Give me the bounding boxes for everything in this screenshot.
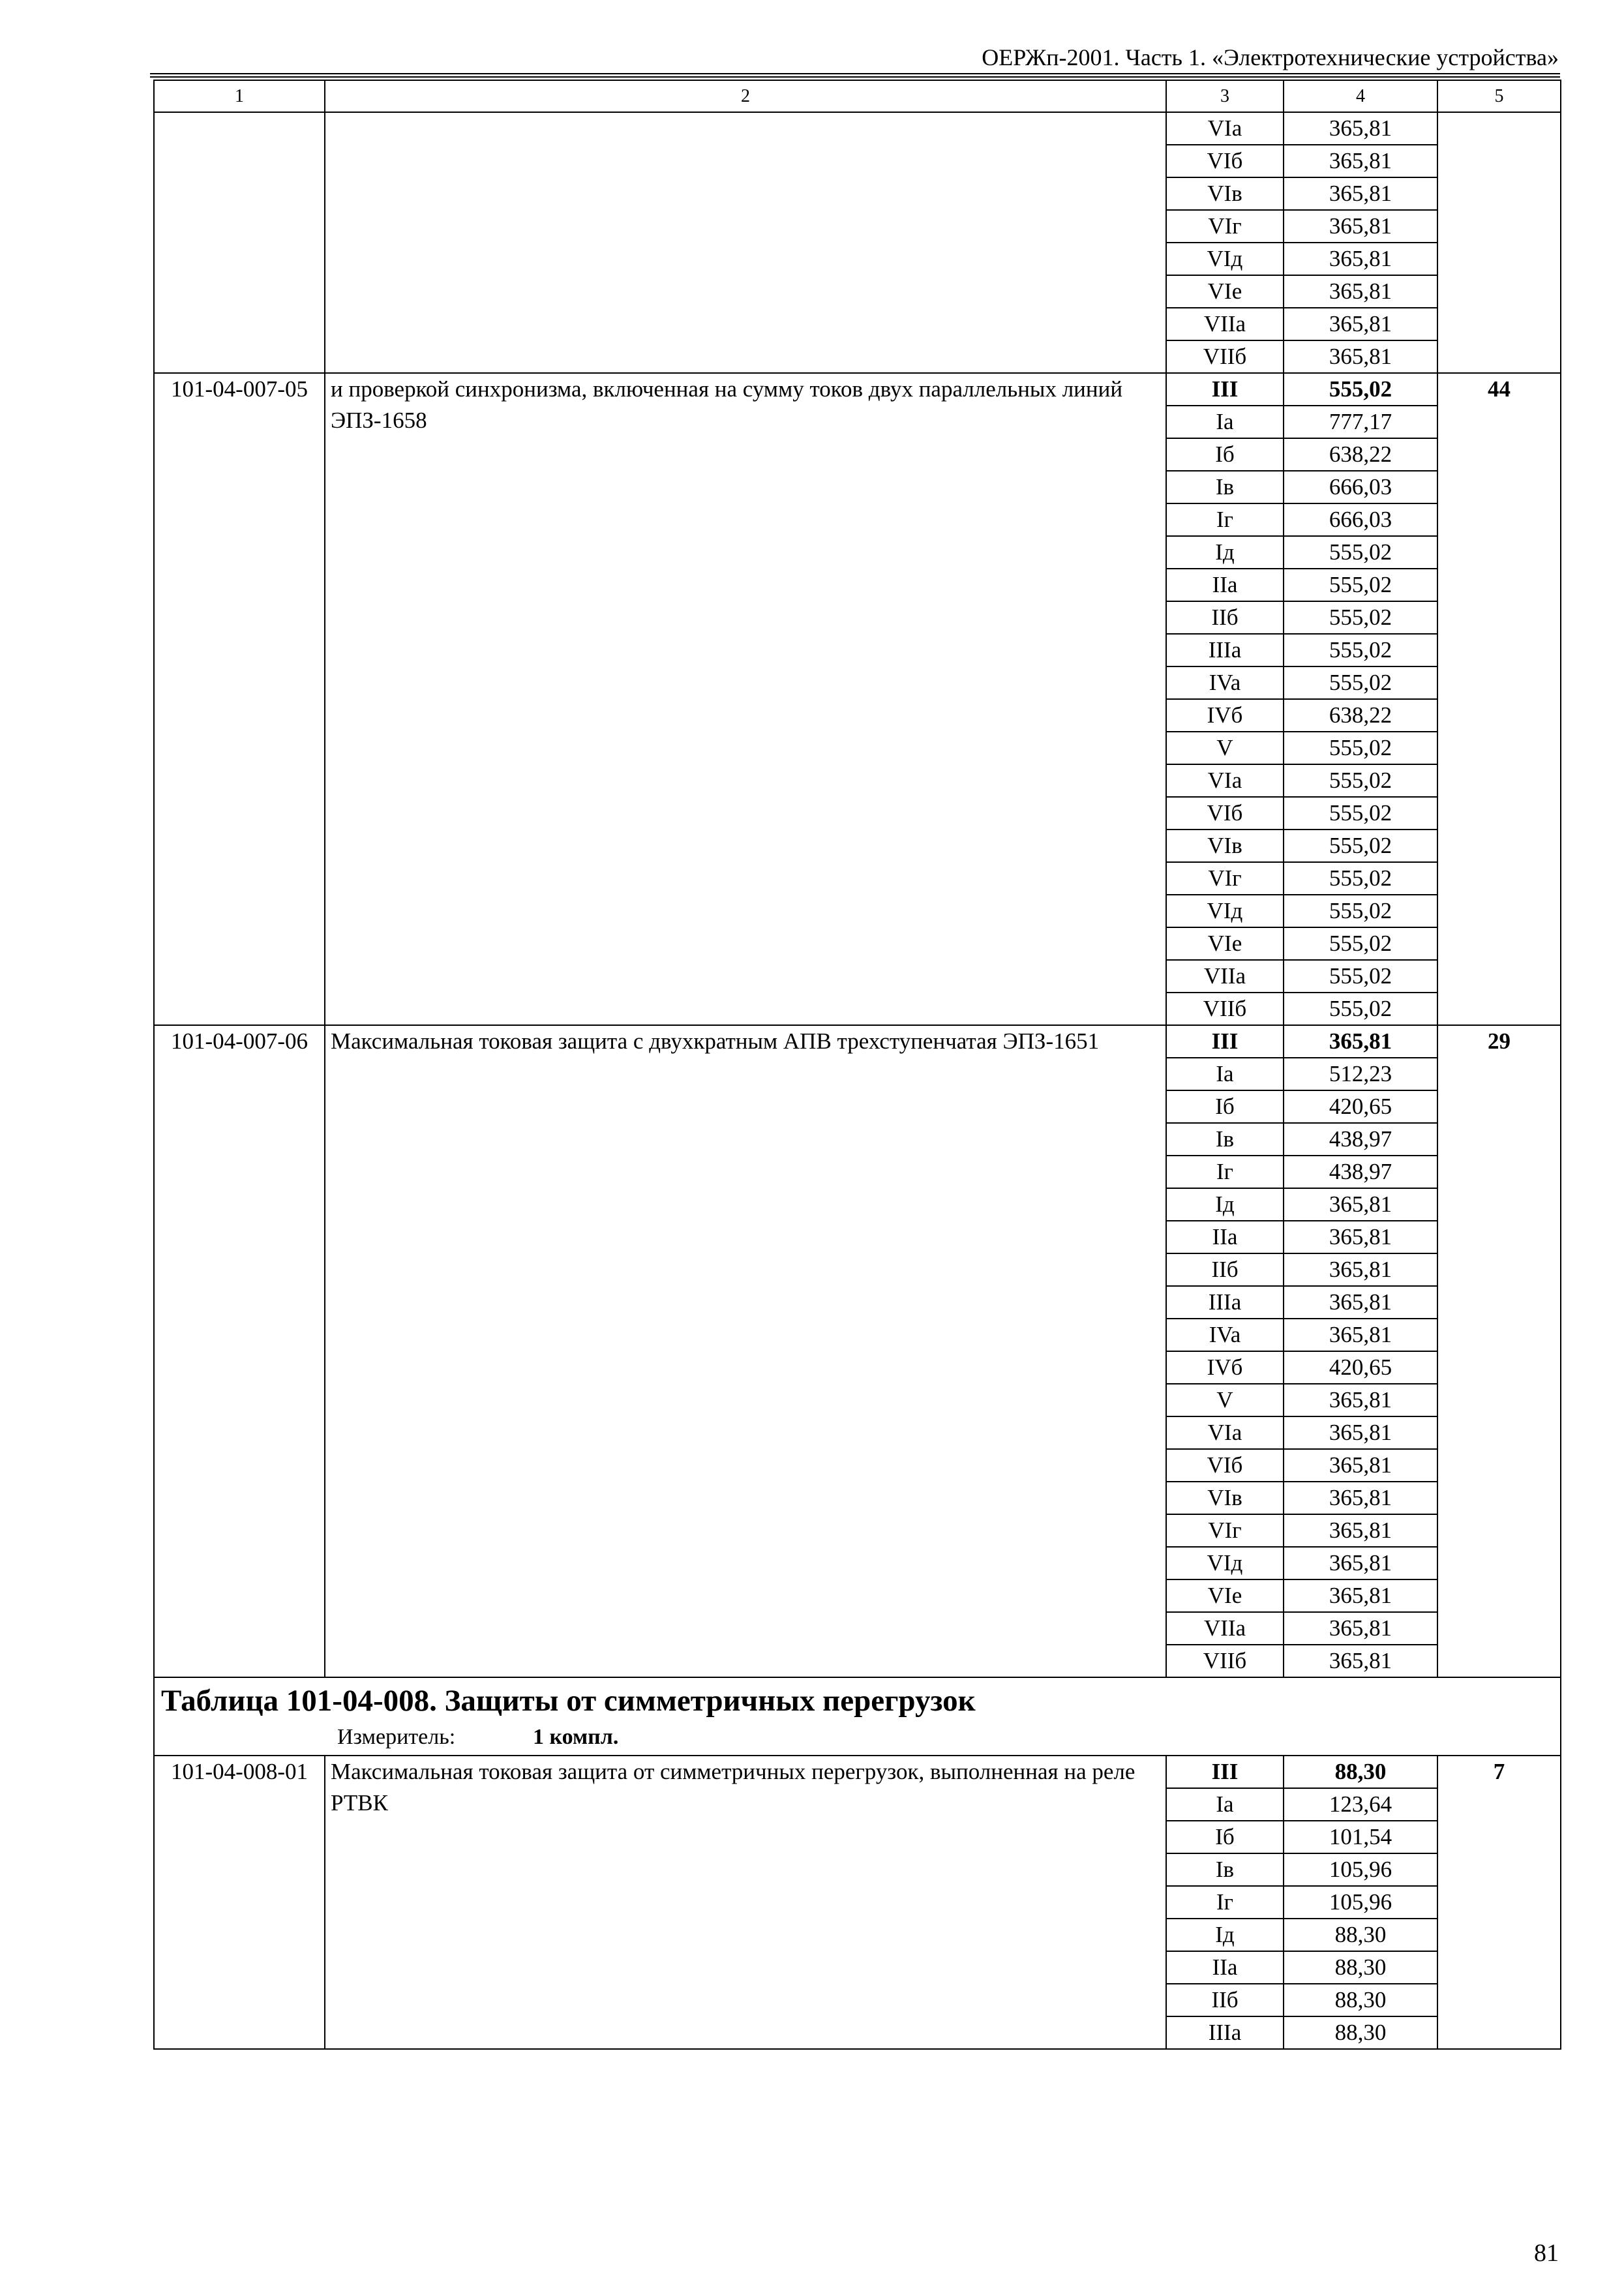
territory-category: Iд	[1166, 1919, 1284, 1951]
territory-category: VIе	[1166, 275, 1284, 308]
price-value: 123,64	[1284, 1788, 1437, 1821]
territory-category: VIIa	[1166, 960, 1284, 993]
price-value: 365,81	[1284, 340, 1437, 373]
rates-table	[153, 80, 1561, 2050]
price-value: 105,96	[1284, 1853, 1437, 1886]
price-value: 438,97	[1284, 1156, 1437, 1188]
price-value: 365,81	[1284, 308, 1437, 340]
price-value: 555,02	[1284, 830, 1437, 862]
territory-category: V	[1166, 732, 1284, 764]
quantity-value: 7	[1437, 1756, 1561, 2049]
territory-category: Iв	[1166, 1853, 1284, 1886]
price-value: 365,81	[1284, 1286, 1437, 1319]
column-number: 5	[1437, 80, 1561, 112]
territory-category: Iг	[1166, 503, 1284, 536]
rate-code	[154, 112, 325, 373]
territory-category: III	[1166, 373, 1284, 406]
territory-category: Iв	[1166, 471, 1284, 503]
price-value: 365,81	[1284, 112, 1437, 145]
territory-category: IIIa	[1166, 634, 1284, 666]
territory-category: Ia	[1166, 1788, 1284, 1821]
table-row	[154, 373, 1561, 406]
territory-category: VIв	[1166, 830, 1284, 862]
territory-category: VIIa	[1166, 308, 1284, 340]
rate-description: Максимальная токовая защита с двухкратным АПВ трехступенчатая ЭПЗ-1651	[325, 1025, 1166, 1677]
price-value: 365,81	[1284, 1547, 1437, 1579]
price-value: 365,81	[1284, 1384, 1437, 1416]
territory-category: IIб	[1166, 1253, 1284, 1286]
price-value: 555,02	[1284, 536, 1437, 569]
price-value: 88,30	[1284, 1951, 1437, 1984]
territory-category: IIa	[1166, 1951, 1284, 1984]
price-value: 365,81	[1284, 1482, 1437, 1514]
territory-category: IVб	[1166, 1351, 1284, 1384]
territory-category: Iг	[1166, 1156, 1284, 1188]
price-value: 555,02	[1284, 634, 1437, 666]
territory-category: VIд	[1166, 895, 1284, 927]
price-value: 105,96	[1284, 1886, 1437, 1919]
territory-category: Iд	[1166, 1188, 1284, 1221]
territory-category: Iв	[1166, 1123, 1284, 1156]
territory-category: Iб	[1166, 1821, 1284, 1853]
column-number-row	[154, 80, 1561, 112]
territory-category: VIб	[1166, 1449, 1284, 1482]
territory-category: IIIa	[1166, 1286, 1284, 1319]
territory-category: VIa	[1166, 1416, 1284, 1449]
rate-description	[325, 112, 1166, 373]
price-value: 365,81	[1284, 1319, 1437, 1351]
header-rule	[150, 73, 1560, 78]
price-value: 365,81	[1284, 1025, 1437, 1058]
territory-category: IVa	[1166, 1319, 1284, 1351]
price-value: 101,54	[1284, 1821, 1437, 1853]
territory-category: VIг	[1166, 1514, 1284, 1547]
price-value: 438,97	[1284, 1123, 1437, 1156]
price-value: 555,02	[1284, 797, 1437, 830]
rate-description: и проверкой синхронизма, включенная на сумму токов двух параллельных линий ЭПЗ-1658	[325, 373, 1166, 1025]
territory-category: VIг	[1166, 210, 1284, 243]
territory-category: VIг	[1166, 862, 1284, 895]
price-value: 666,03	[1284, 503, 1437, 536]
price-value: 638,22	[1284, 699, 1437, 732]
price-value: 555,02	[1284, 569, 1437, 601]
price-value: 365,81	[1284, 1449, 1437, 1482]
price-value: 555,02	[1284, 862, 1437, 895]
rate-code: 101-04-007-06	[154, 1025, 325, 1677]
territory-category: IIб	[1166, 601, 1284, 634]
price-value: 365,81	[1284, 1645, 1437, 1677]
unit-line	[161, 1722, 1560, 1752]
price-value: 666,03	[1284, 471, 1437, 503]
rate-code: 101-04-008-01	[154, 1756, 325, 2049]
price-value: 420,65	[1284, 1090, 1437, 1123]
price-value: 88,30	[1284, 1756, 1437, 1788]
price-value: 365,81	[1284, 243, 1437, 275]
quantity-value: 29	[1437, 1025, 1561, 1677]
price-value: 365,81	[1284, 145, 1437, 177]
territory-category: Iб	[1166, 1090, 1284, 1123]
price-value: 365,81	[1284, 1514, 1437, 1547]
table-caption	[154, 1677, 1561, 1756]
price-value: 555,02	[1284, 373, 1437, 406]
price-value: 555,02	[1284, 732, 1437, 764]
price-value: 88,30	[1284, 1984, 1437, 2016]
territory-category: Iг	[1166, 1886, 1284, 1919]
price-value: 365,81	[1284, 1416, 1437, 1449]
territory-category: VIв	[1166, 177, 1284, 210]
territory-category: IIa	[1166, 569, 1284, 601]
territory-category: III	[1166, 1756, 1284, 1788]
territory-category: V	[1166, 1384, 1284, 1416]
territory-category: VIIa	[1166, 1612, 1284, 1645]
price-value: 555,02	[1284, 601, 1437, 634]
column-number: 4	[1284, 80, 1437, 112]
territory-category: VIе	[1166, 927, 1284, 960]
table-row	[154, 112, 1561, 145]
quantity-value	[1437, 112, 1561, 373]
price-value: 555,02	[1284, 666, 1437, 699]
territory-category: VIa	[1166, 764, 1284, 797]
territory-category: Iб	[1166, 438, 1284, 471]
table-row	[154, 1756, 1561, 1788]
table-row	[154, 1025, 1561, 1058]
price-value: 555,02	[1284, 993, 1437, 1025]
price-value: 555,02	[1284, 927, 1437, 960]
price-value: 365,81	[1284, 275, 1437, 308]
price-value: 365,81	[1284, 1221, 1437, 1253]
price-value: 512,23	[1284, 1058, 1437, 1090]
territory-category: VIб	[1166, 797, 1284, 830]
rate-code: 101-04-007-05	[154, 373, 325, 1025]
territory-category: III	[1166, 1025, 1284, 1058]
territory-category: VIб	[1166, 145, 1284, 177]
price-value: 777,17	[1284, 406, 1437, 438]
price-value: 555,02	[1284, 764, 1437, 797]
territory-category: VIIб	[1166, 993, 1284, 1025]
territory-category: VIIб	[1166, 1645, 1284, 1677]
territory-category: VIв	[1166, 1482, 1284, 1514]
price-value: 88,30	[1284, 1919, 1437, 1951]
rate-description: Максимальная токовая защита от симметричных перегрузок, выполненная на реле РТВК	[325, 1756, 1166, 2049]
column-number: 2	[325, 80, 1166, 112]
table-title: Таблица 101-04-008. Защиты от симметричных перегрузок	[161, 1684, 976, 1718]
territory-category: IIб	[1166, 1984, 1284, 2016]
territory-category: Ia	[1166, 406, 1284, 438]
unit-value: 1 компл.	[533, 1725, 619, 1749]
price-value: 365,81	[1284, 177, 1437, 210]
running-header: ОЕРЖп-2001. Часть 1. «Электротехнические устройства»	[982, 44, 1559, 70]
price-value: 638,22	[1284, 438, 1437, 471]
price-value: 365,81	[1284, 1253, 1437, 1286]
quantity-value: 44	[1437, 373, 1561, 1025]
price-value: 365,81	[1284, 1188, 1437, 1221]
territory-category: VIIб	[1166, 340, 1284, 373]
price-value: 420,65	[1284, 1351, 1437, 1384]
price-value: 88,30	[1284, 2016, 1437, 2049]
price-value: 555,02	[1284, 960, 1437, 993]
territory-category: Ia	[1166, 1058, 1284, 1090]
column-number: 1	[154, 80, 325, 112]
territory-category: IIIa	[1166, 2016, 1284, 2049]
territory-category: IVб	[1166, 699, 1284, 732]
page-number: 81	[1534, 2239, 1559, 2267]
territory-category: VIе	[1166, 1579, 1284, 1612]
price-value: 555,02	[1284, 895, 1437, 927]
price-value: 365,81	[1284, 1612, 1437, 1645]
column-number: 3	[1166, 80, 1284, 112]
territory-category: Iд	[1166, 536, 1284, 569]
unit-label: Измеритель:	[337, 1725, 456, 1749]
table-caption-row	[154, 1677, 1561, 1756]
territory-category: IVa	[1166, 666, 1284, 699]
price-value: 365,81	[1284, 1579, 1437, 1612]
territory-category: VIд	[1166, 243, 1284, 275]
territory-category: VIд	[1166, 1547, 1284, 1579]
territory-category: VIa	[1166, 112, 1284, 145]
price-value: 365,81	[1284, 210, 1437, 243]
territory-category: IIa	[1166, 1221, 1284, 1253]
